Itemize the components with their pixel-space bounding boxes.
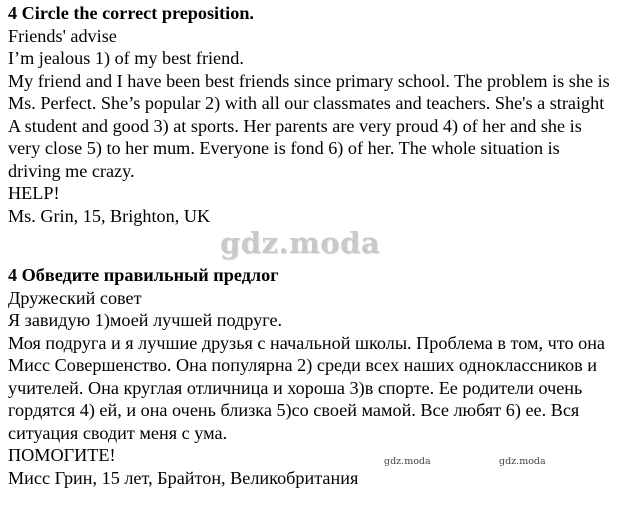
russian-line: учителей. Она круглая отличница и хороша 3)в спорте. Ее родители очень: [8, 377, 583, 398]
russian-line: Мисс Грин, 15 лет, Брайтон, Великобритания: [8, 467, 359, 488]
watermark-small: gdz.moda: [499, 456, 546, 467]
english-heading: 4 Circle the correct preposition.: [8, 3, 254, 23]
watermark-small: gdz.moda: [384, 456, 431, 467]
russian-line: ситуация сводит меня с ума.: [8, 422, 228, 443]
watermark-main: gdz.moda: [220, 226, 381, 260]
russian-line: Дружеский совет: [8, 287, 142, 308]
russian-line: Моя подруга и я лучшие друзья с начальной школы. Проблема в том, что она: [8, 332, 605, 353]
russian-line: гордятся 4) ей, и она очень близка 5)со своей мамой. Все любят 6) ее. Вся: [8, 400, 580, 420]
english-line: My friend and I have been best friends since primary school. The problem is she is: [8, 70, 610, 91]
english-line: A student and good 3) at sports. Her parents are very proud 4) of her and she is: [8, 115, 582, 136]
russian-heading: 4 Обведите правильный предлог: [8, 265, 279, 285]
english-line: I’m jealous 1) of my best friend.: [8, 48, 244, 68]
english-line: Ms. Grin, 15, Brighton, UK: [8, 205, 211, 226]
russian-line: Я завидую 1)моей лучшей подруге.: [8, 310, 283, 330]
russian-line: ПОМОГИТЕ!: [8, 445, 116, 465]
english-line: very close 5) to her mum. Everyone is fond 6) of her. The whole situation is: [8, 138, 560, 158]
english-line: driving me crazy.: [8, 160, 135, 181]
english-line: Ms. Perfect. She’s popular 2) with all our classmates and teachers. She's a straight: [8, 93, 605, 113]
english-line: HELP!: [8, 183, 60, 203]
russian-line: Мисс Совершенство. Она популярна 2) среди всех наших одноклассников и: [8, 355, 597, 375]
english-line: Friends' advise: [8, 25, 117, 46]
